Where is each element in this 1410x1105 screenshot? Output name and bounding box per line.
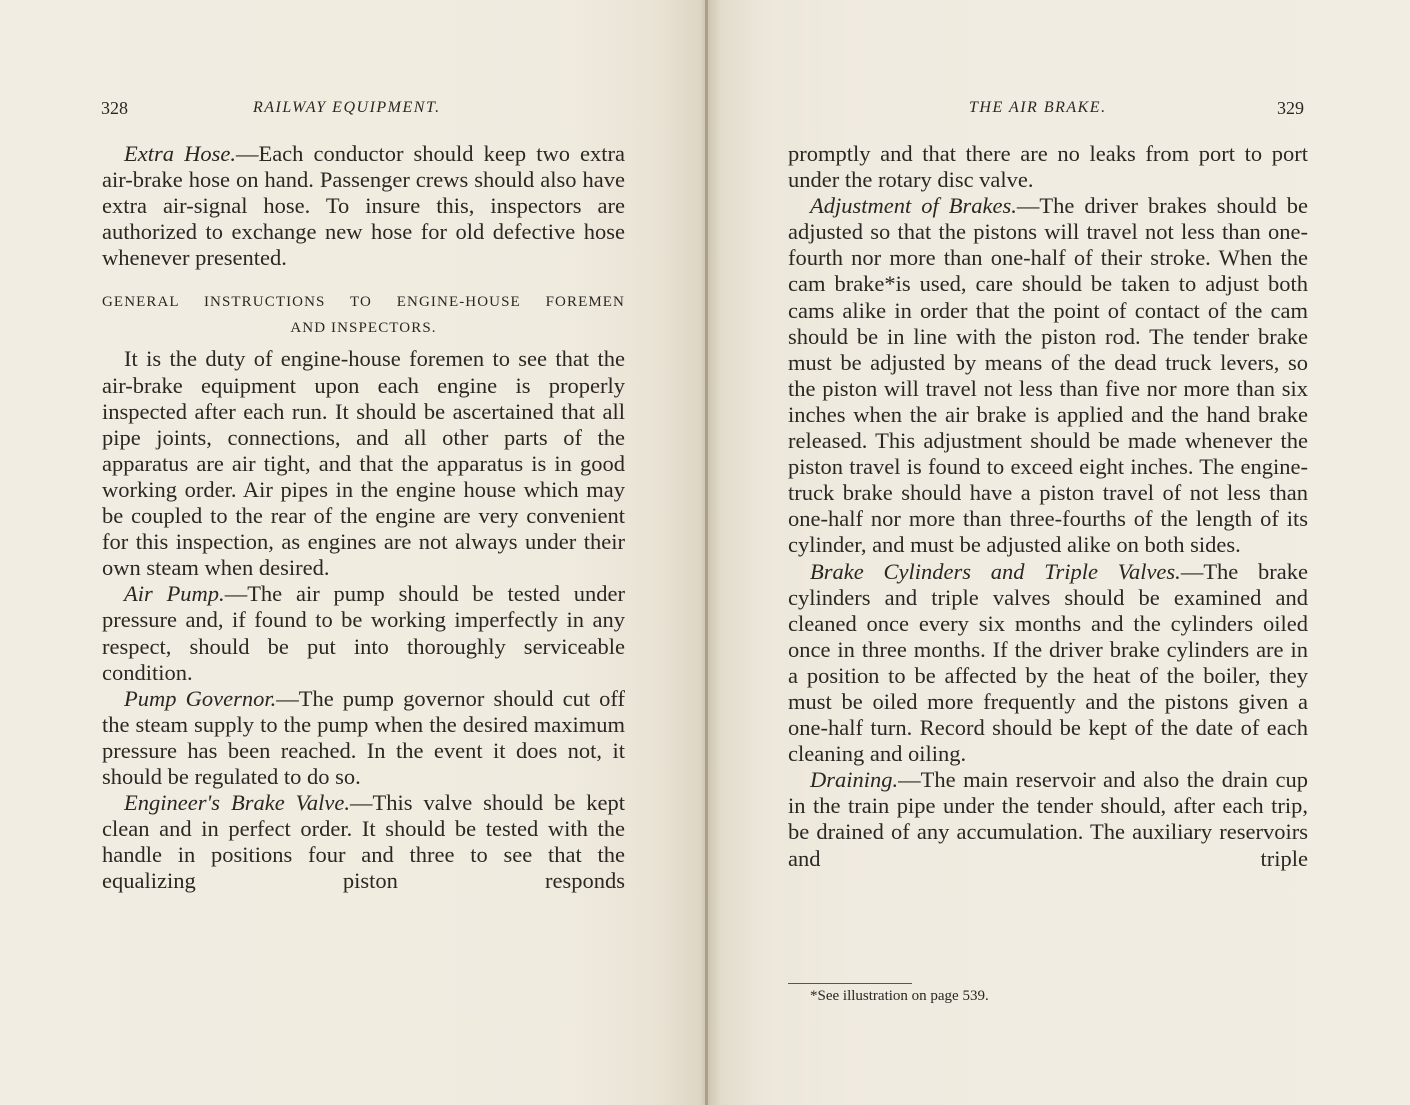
paragraph-air-pump xyxy=(102,581,625,685)
paragraph-lead: Engineer's Brake Valve. xyxy=(124,790,351,816)
paragraph-text: —Each conductor should keep two extra air-brake hose on hand. Passenger crews should also have extra air-signal hose. To insure this, inspectors are authorized to exchange new hose for old defective hose whenever presented. xyxy=(102,141,626,271)
page-number: 328 xyxy=(101,98,128,118)
paragraph-draining xyxy=(788,767,1308,871)
running-head-title: RAILWAY EQUIPMENT. xyxy=(253,99,441,116)
running-head-title: THE AIR BRAKE. xyxy=(969,99,1107,116)
paragraph-text: —The pump governor should cut off the steam supply to the pump when the desired maximum pressure has been reached. In the event it does not, it should be regulated to do so. xyxy=(102,685,626,789)
paragraph-brake-cylinders xyxy=(788,559,1308,768)
paragraph-text: It is the duty of engine-house foremen to see that the air-brake equipment upon each engine is properly inspected after each run. It should be ascertained that all pipe joints, connections, and all other parts of the apparatus are air tight, and that the apparatus is in good working order. Air pipes in the engine house which may be coupled to the rear of the engine are very convenient for this inspection, as engines are not always under their own steam when desired. xyxy=(102,346,625,581)
paragraph-text: promptly and that there are no leaks from port to port under the rotary disc valve. xyxy=(788,141,1308,193)
paragraph-text: —The air pump should be tested under pressure and, if found to be working imperfectly in any respect, should be put into thoroughly serviceable condition. xyxy=(102,581,625,685)
paragraph-text: —This valve should be kept clean and in perfect order. It should be tested with the handle in positions four and three to see that the equalizing piston responds xyxy=(102,790,625,894)
footnote: *See illustration on page 539. xyxy=(810,988,989,1004)
section-heading-line-2: AND INSPECTORS. xyxy=(290,320,437,337)
paragraph-engineers-brake-valve xyxy=(102,790,625,894)
paragraph-lead: Draining. xyxy=(810,767,899,793)
page-number: 329 xyxy=(1277,98,1304,118)
paragraph-text: —The driver brakes should be adjusted so that the pistons will travel not less than one-fourth nor more than one-half of their stroke. When the cam brake*is used, care should be taken to adjust both cams alike in order that the point of contact of the cam should be in line with the piston rod. The tender brake must be adjusted by means of the dead truck levers, so the piston will travel not less than five nor more than six inches when the air brake is applied and the hand brake released. This adjustment should be made whenever the piston travel is found to exceed eight inches. The engine-truck brake should have a piston travel of not less than one-half nor more than three-fourths of the length of its cylinder, and must be adjusted alike on both sides. xyxy=(788,193,1308,558)
paragraph-text: —The brake cylinders and triple valves should be examined and cleaned once every six months and the cylinders oiled once in three months. If the driver brake cylinders are in a position to be affected by the heat of the boiler, they must be oiled more frequently and the pistons given a one-half turn. Record should be kept of the date of each cleaning and oiling. xyxy=(788,558,1308,767)
section-heading-line-1: GENERAL INSTRUCTIONS TO ENGINE-HOUSE FOREMEN xyxy=(102,294,625,311)
book-gutter xyxy=(705,0,708,1105)
right-running-head xyxy=(707,96,1410,120)
paragraph-pump-governor xyxy=(102,686,625,790)
paragraph-lead: Extra Hose. xyxy=(124,141,236,166)
section-heading xyxy=(102,289,625,341)
paragraph-duty xyxy=(102,346,625,581)
paragraph-lead: Adjustment of Brakes. xyxy=(810,193,1017,219)
right-page xyxy=(707,0,1410,1105)
paragraph-extra-hose xyxy=(102,141,625,271)
paragraph-lead: Air Pump. xyxy=(124,581,225,607)
left-body-text xyxy=(102,141,625,894)
paragraph-lead: Pump Governor. xyxy=(124,685,277,711)
paragraph-adjustment-of-brakes xyxy=(788,193,1308,558)
paragraph-text: —The main reservoir and also the drain cup in the train pipe under the tender should, after each trip, be drained of any accumulation. The auxiliary reservoirs and triple xyxy=(788,767,1308,871)
paragraph-continuation xyxy=(788,141,1308,193)
footnote-rule xyxy=(788,983,912,984)
left-running-head xyxy=(0,96,707,120)
right-body-text xyxy=(788,141,1308,872)
paragraph-lead: Brake Cylinders and Triple Valves. xyxy=(810,558,1181,584)
